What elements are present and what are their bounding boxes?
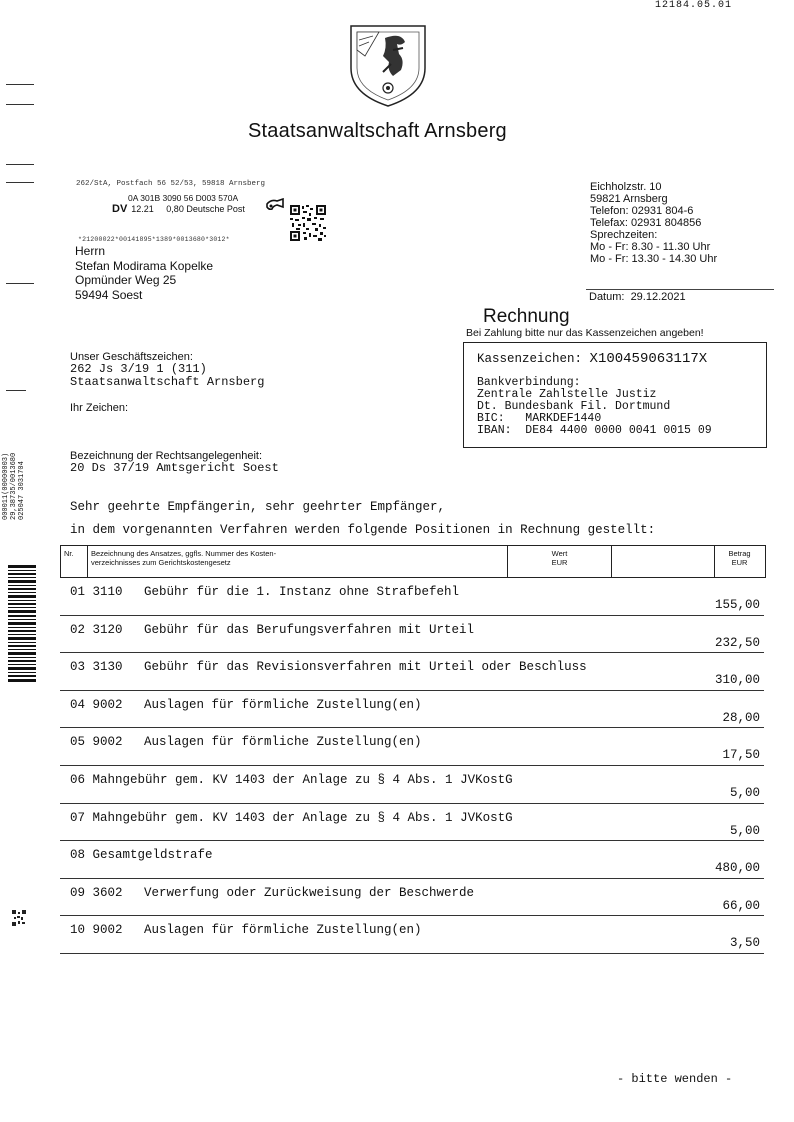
office-hours-morning: Mo - Fr: 8.30 - 11.30 Uhr [590, 241, 711, 253]
office-street: Eichholzstr. 10 [590, 181, 662, 193]
your-reference-label: Ihr Zeichen: [70, 402, 129, 414]
office-hours-afternoon: Mo - Fr: 13.30 - 14.30 Uhr [590, 253, 718, 265]
side-code: 29,38735/0013680 [10, 452, 18, 520]
recipient-address [75, 244, 213, 302]
fold-mark [6, 182, 34, 183]
table-row [60, 916, 764, 954]
our-reference-authority: Staatsanwaltschaft Arnsberg [70, 375, 265, 389]
bank-institution: Dt. Bundesbank Fil. Dortmund [477, 400, 671, 413]
coat-of-arms-icon [343, 20, 433, 108]
our-reference-number: 262 Js 3/19 1 (311) [70, 362, 207, 376]
item-amount: 310,00 [714, 673, 760, 688]
item-code: 05 9002 [70, 735, 123, 750]
qr-code-icon [290, 205, 326, 241]
bank-label: Bankverbindung: [477, 376, 581, 389]
invoice-title: Rechnung [483, 306, 570, 327]
item-amount: 5,00 [729, 785, 760, 800]
invoice-subtitle: Bei Zahlung bitte nur das Kassenzeichen angeben! [466, 327, 704, 339]
item-amount: 66,00 [722, 898, 760, 913]
item-description: Auslagen für förmliche Zustellung(en) [144, 735, 422, 750]
table-row [60, 578, 764, 616]
kassenzeichen-value: X100459063117X [589, 351, 708, 367]
postage-price: 12.21 0,80 Deutsche Post [131, 204, 245, 214]
items-table [60, 578, 764, 954]
recipient-salutation: Herrn [75, 244, 106, 258]
bank-iban: IBAN: DE84 4400 0000 0041 0015 09 [477, 424, 712, 437]
table-row [60, 804, 764, 842]
office-city: 59821 Arnsberg [590, 193, 668, 205]
fold-mark [6, 390, 26, 391]
fold-mark [6, 84, 34, 85]
header-nr: Nr. [61, 546, 88, 577]
item-code: 06 Mahngebühr gem. KV 1403 der Anlage zu § 4 Abs. 1 JVKostG [70, 772, 513, 787]
kassenzeichen [477, 351, 707, 367]
office-info [590, 181, 717, 265]
date-divider [586, 289, 774, 290]
header-value-label: Wert [551, 549, 568, 558]
our-reference-label: Unser Geschäftszeichen: [70, 351, 193, 363]
table-row [60, 728, 764, 766]
authority-title: Staatsanwaltschaft Arnsberg [248, 120, 507, 142]
greeting: Sehr geehrte Empfängerin, sehr geehrter Empfänger, [70, 500, 446, 514]
fold-mark [6, 283, 34, 284]
recipient-name: Stefan Modirama Kopelke [75, 258, 214, 273]
item-description: Auslagen für förmliche Zustellung(en) [144, 697, 422, 712]
item-description: Gebühr für das Berufungsverfahren mit Urteil [144, 622, 475, 637]
post-horn-icon [265, 198, 285, 212]
recipient-city: 59494 Soest [75, 287, 143, 302]
postage-code: *21200022*00141895*1389*0013680*3012* [78, 236, 230, 243]
table-row [60, 691, 764, 729]
item-amount: 155,00 [714, 598, 760, 612]
bank-bic: BIC: MARKDEF1440 [477, 412, 602, 425]
header-value-unit: EUR [551, 558, 568, 567]
item-code: 04 9002 [70, 697, 123, 712]
header-empty [612, 546, 715, 577]
item-description: Gebühr für das Revisionsverfahren mit Urteil oder Beschluss [144, 660, 587, 675]
office-phone: Telefon: 02931 804-6 [590, 205, 694, 217]
kassenzeichen-label: Kassenzeichen: [477, 352, 583, 366]
matter-value: 20 Ds 37/19 Amtsgericht Soest [70, 461, 279, 475]
item-description: Auslagen für förmliche Zustellung(en) [144, 923, 422, 938]
barcode-icon [8, 565, 36, 683]
fold-mark [6, 164, 34, 165]
our-reference-value [70, 363, 264, 389]
postage-dv: DV [112, 203, 128, 215]
side-code: 000011(00000003) [2, 452, 10, 520]
small-qr-icon [12, 910, 26, 926]
postage-line: 0A 301B 3090 56 D003 570A [128, 193, 239, 203]
document-number: 12184.05.01 [655, 0, 733, 11]
item-amount: 480,00 [714, 861, 760, 876]
postage-info [112, 203, 245, 215]
please-turn-note: - bitte wenden - [617, 1072, 733, 1086]
office-fax: Telefax: 02931 804856 [590, 217, 702, 229]
fold-mark [6, 104, 34, 105]
item-code: 09 3602 [70, 885, 123, 900]
matter-label: Bezeichnung der Rechtsangelegenheit: [70, 450, 263, 462]
side-code: 025047 3031704 [18, 461, 26, 520]
item-amount: 232,50 [714, 635, 760, 650]
item-code: 02 3120 [70, 622, 123, 637]
item-amount: 3,50 [729, 936, 760, 951]
item-code: 10 9002 [70, 923, 123, 938]
item-code: 07 Mahngebühr gem. KV 1403 der Anlage zu § 4 Abs. 1 JVKostG [70, 810, 513, 825]
item-code: 01 3110 [70, 585, 123, 599]
bank-details [477, 377, 712, 437]
items-table-header [60, 545, 766, 578]
item-code: 03 3130 [70, 660, 123, 675]
table-row [60, 653, 764, 691]
item-amount: 17,50 [722, 748, 760, 763]
item-description: Gebühr für die 1. Instanz ohne Strafbefehl [144, 585, 460, 599]
header-value [508, 546, 612, 577]
header-amount-unit: EUR [731, 558, 748, 567]
sender-line: 262/StA, Postfach 56 52/53, 59818 Arnsberg [76, 180, 266, 188]
table-row [60, 766, 764, 804]
header-description [88, 546, 508, 577]
intro-text: in dem vorgenannten Verfahren werden folgende Positionen in Rechnung gestellt: [70, 523, 656, 537]
item-code: 08 Gesamtgeldstrafe [70, 848, 213, 863]
table-row [60, 616, 764, 654]
table-row [60, 879, 764, 917]
item-amount: 5,00 [729, 823, 760, 838]
header-description-line: Bezeichnung des Ansatzes, ggfls. Nummer des Kosten- [91, 549, 277, 558]
item-amount: 28,00 [722, 710, 760, 725]
header-amount-label: Betrag [728, 549, 751, 558]
recipient-street: Opmünder Weg 25 [75, 273, 177, 287]
header-amount [714, 546, 765, 577]
bank-name: Zentrale Zahlstelle Justiz [477, 388, 657, 401]
side-codes [2, 453, 26, 520]
item-description: Verwerfung oder Zurückweisung der Beschwerde [144, 885, 475, 900]
header-description-line: verzeichnisses zum Gerichtskostengesetz [91, 558, 231, 567]
table-row [60, 841, 764, 879]
document-date: Datum: 29.12.2021 [589, 291, 686, 303]
office-hours-label: Sprechzeiten: [590, 229, 658, 241]
